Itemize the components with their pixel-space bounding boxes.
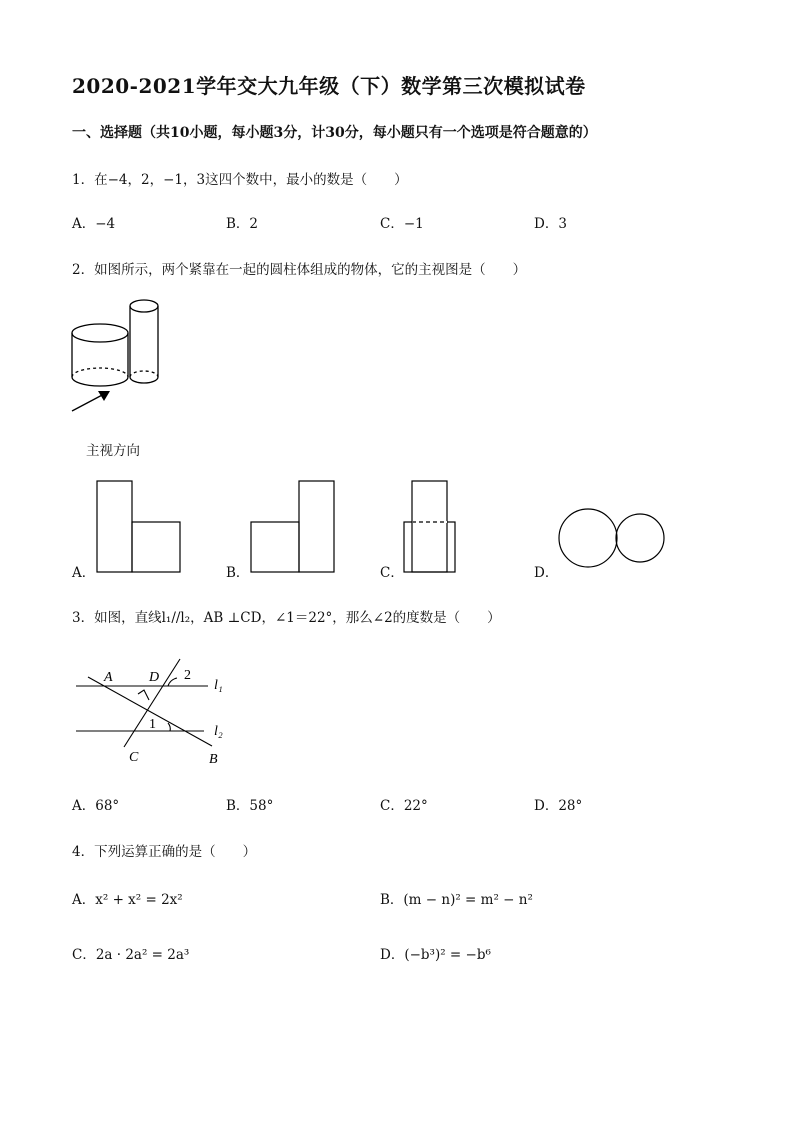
q2-option-b[interactable]: B． [226,565,250,581]
label-C: C [129,750,139,765]
q1-option-d[interactable]: D．3 [534,216,567,232]
question-1-stem: 1．在−4，2，−1，3这四个数中，最小的数是（ ） [72,172,408,188]
label-D: D [149,670,160,685]
section-heading: 一、选择题（共10小题，每小题3分，计30分，每小题只有一个选项是符合题意的） [72,125,597,141]
q1-option-b[interactable]: B．2 [226,216,259,232]
label-angle-2: 2 [184,668,191,683]
question-4-stem: 4．下列运算正确的是（ ） [72,844,257,860]
q3-option-d[interactable]: D．28° [534,798,583,814]
q2-option-d-figure[interactable] [556,508,668,570]
q2-option-a-figure[interactable] [96,480,186,576]
q2-option-c-figure[interactable] [402,480,462,576]
q2-option-b-figure[interactable] [250,480,340,576]
q4-option-c[interactable]: C．2a · 2a² = 2a³ [72,947,190,963]
q1-option-c[interactable]: C．−1 [380,216,424,232]
parallel-lines-figure [72,655,242,770]
q4-option-b[interactable]: B．(m − n)² = m² − n² [380,892,533,908]
label-B: B [209,752,218,767]
q3-option-a[interactable]: A．68° [72,798,120,814]
q3-option-c[interactable]: C．22° [380,798,428,814]
q4-option-a[interactable]: A．x² + x² = 2x² [72,892,183,908]
q2-option-d[interactable]: D． [534,565,559,581]
q3-option-b[interactable]: B．58° [226,798,274,814]
label-l2: l₂ [214,724,223,739]
view-direction-label: 主视方向 [86,443,140,459]
q2-option-c[interactable]: C． [380,565,404,581]
label-A: A [104,670,113,685]
exam-title: 2020-2021学年交大九年级（下）数学第三次模拟试卷 [72,74,586,98]
question-2-stem: 2．如图所示，两个紧靠在一起的圆柱体组成的物体，它的主视图是（ ） [72,262,527,278]
q1-option-a[interactable]: A．−4 [72,216,116,232]
q4-option-d[interactable]: D．(−b³)² = −b⁶ [380,947,491,963]
label-l1: l₁ [214,678,223,693]
cylinders-figure [60,295,180,420]
question-3-stem: 3．如图，直线l₁//l₂，AB ⊥CD，∠1＝22°，那么∠2的度数是（ ） [72,610,501,626]
q2-option-a[interactable]: A． [72,565,96,581]
label-angle-1: 1 [149,717,156,732]
